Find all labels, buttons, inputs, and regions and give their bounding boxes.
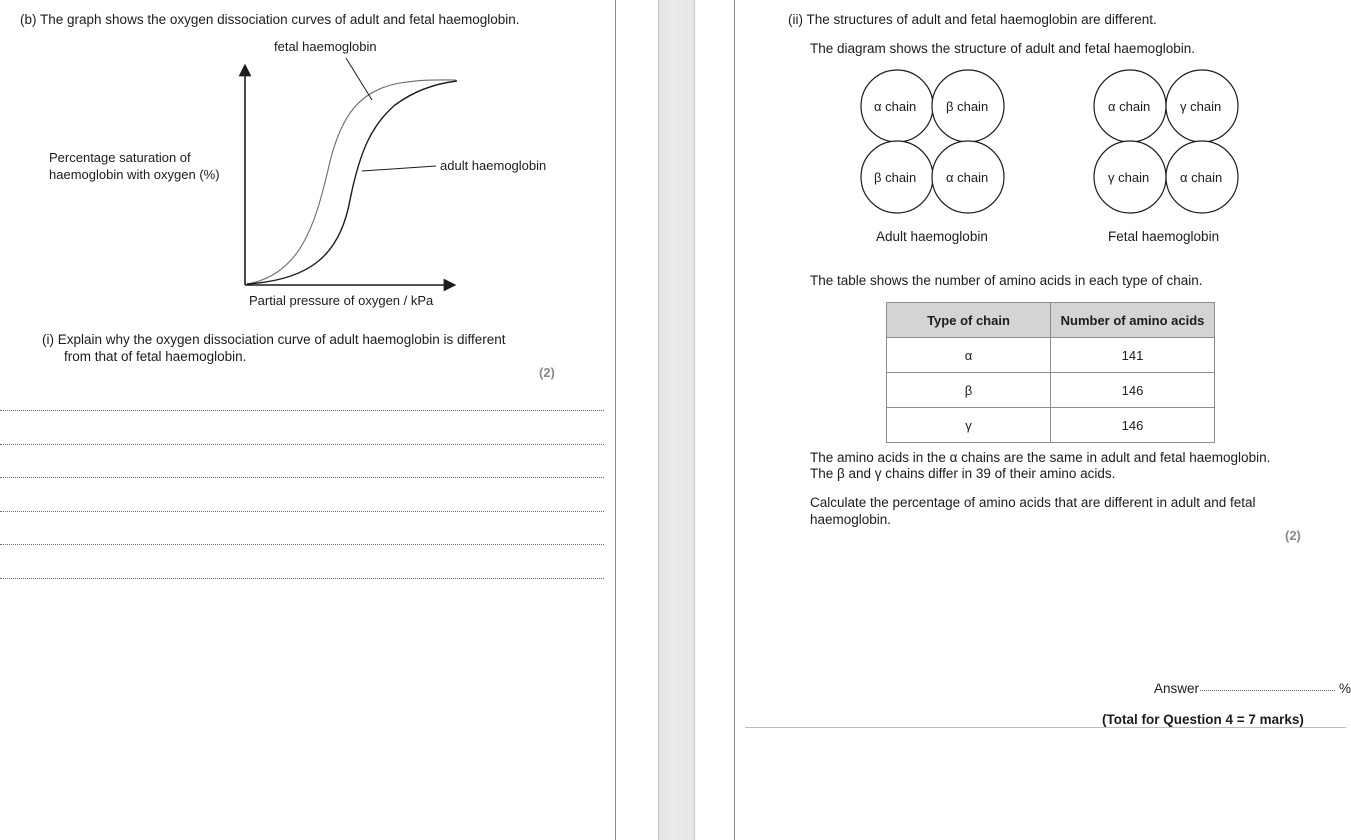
table-header-row [887, 303, 1215, 338]
answer-unit: % [1339, 681, 1351, 696]
answer-line-4[interactable] [0, 511, 604, 512]
question-total: (Total for Question 4 = 7 marks) [1102, 712, 1304, 727]
haemoglobin-structure-diagram [737, 0, 1346, 260]
table-intro: The table shows the number of amino acids in each type of chain. [810, 273, 1203, 288]
note-line-1: The amino acids in the α chains are the same in adult and fetal haemoglobin. [810, 450, 1271, 465]
adult-curve [247, 81, 457, 284]
y-axis-label-line2: haemoglobin with oxygen (%) [49, 167, 220, 182]
adult-chain-label-2: β chain [946, 99, 989, 114]
fetal-chain-label-4: α chain [1180, 170, 1223, 185]
answer-label: Answer [1154, 681, 1200, 696]
calc-line-2: haemoglobin. [810, 512, 892, 527]
part-b-intro: (b) The graph shows the oxygen dissociation curves of adult and fetal haemoglobin. [20, 12, 520, 27]
table-row [887, 338, 1215, 373]
diagram-intro: The diagram shows the structure of adult and fetal haemoglobin. [810, 41, 1195, 56]
adult-chain-label-1: α chain [874, 99, 917, 114]
page-gutter [616, 0, 736, 840]
question-ii-intro: (ii) The structures of adult and fetal haemoglobin are different. [788, 12, 1157, 27]
right-page [737, 0, 1351, 840]
answer-line-2[interactable] [0, 444, 604, 445]
amino-acid-table [886, 302, 1215, 443]
fetal-caption: Fetal haemoglobin [1108, 229, 1220, 244]
answer-line-1[interactable] [0, 410, 604, 411]
table-cell-chain: β [887, 373, 1051, 408]
adult-caption: Adult haemoglobin [876, 229, 988, 244]
dissociation-graph [0, 0, 615, 840]
answer-line-6[interactable] [0, 578, 604, 579]
gutter-edge [734, 0, 735, 840]
fetal-pointer [346, 58, 372, 100]
answer-input-line[interactable] [1200, 690, 1335, 691]
table-cell-chain: α [887, 338, 1051, 373]
question-i-marks: (2) [539, 365, 555, 380]
fetal-chain-label-3: γ chain [1108, 170, 1150, 185]
table-cell-chain: γ [887, 408, 1051, 443]
question-i-line2: from that of fetal haemoglobin. [64, 349, 247, 364]
calc-line-1: Calculate the percentage of amino acids that are different in adult and fetal [810, 495, 1256, 510]
table-cell-count: 146 [1051, 373, 1215, 408]
question-i-line1: (i) Explain why the oxygen dissociation curve of adult haemoglobin is different [42, 332, 506, 347]
calc-marks: (2) [1285, 528, 1301, 543]
fetal-chain-label-2: γ chain [1180, 99, 1222, 114]
adult-chain-label-4: α chain [946, 170, 989, 185]
y-axis-label-line1: Percentage saturation of [49, 150, 191, 165]
x-axis-label: Partial pressure of oxygen / kPa [249, 293, 434, 308]
table-header-number: Number of amino acids [1051, 303, 1215, 338]
answer-line-3[interactable] [0, 477, 604, 478]
adult-pointer [362, 166, 436, 171]
bottom-rule [745, 727, 1346, 728]
answer-line-5[interactable] [0, 544, 604, 545]
fetal-curve [247, 80, 456, 284]
table-row [887, 408, 1215, 443]
table-cell-count: 141 [1051, 338, 1215, 373]
table-header-type: Type of chain [887, 303, 1051, 338]
left-page [0, 0, 616, 840]
table-row [887, 373, 1215, 408]
fetal-curve-label: fetal haemoglobin [274, 39, 377, 54]
fetal-chain-label-1: α chain [1108, 99, 1151, 114]
adult-chain-label-3: β chain [874, 170, 917, 185]
gutter-strip [658, 0, 695, 840]
note-line-2: The β and γ chains differ in 39 of their amino acids. [810, 466, 1116, 481]
adult-curve-label: adult haemoglobin [440, 158, 547, 173]
table-cell-count: 146 [1051, 408, 1215, 443]
